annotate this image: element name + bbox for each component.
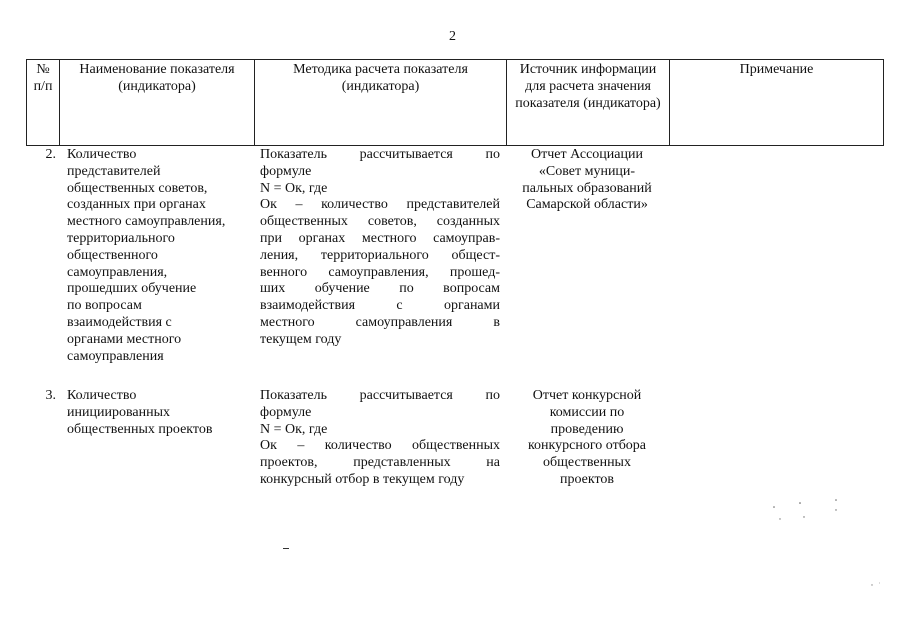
- source-line: «Совет муници-: [538, 163, 636, 179]
- name-line: местного самоуправления,: [67, 214, 226, 230]
- scan-mark: [283, 548, 289, 549]
- name-line: Количество: [67, 388, 137, 403]
- method-line: ления, территориального общест-: [260, 247, 500, 263]
- calculation-method: [260, 388, 500, 489]
- source-line: проведению: [550, 421, 624, 437]
- name-line: самоуправления: [67, 348, 164, 364]
- name-line: взаимодействия с: [67, 314, 172, 330]
- method-line: венного самоуправления, прошед-: [260, 264, 500, 280]
- source-line: общественных: [543, 455, 631, 471]
- header-num: № п/п: [27, 60, 60, 146]
- source-line: Отчет конкурсной: [532, 388, 642, 403]
- method-line: Показатель рассчитывается по: [260, 147, 500, 162]
- method-line: текущем году: [260, 331, 342, 347]
- source-line: Самарской области»: [526, 197, 648, 213]
- name-line: созданных при органах: [67, 197, 206, 213]
- page-number: 2: [449, 29, 456, 44]
- information-source: [512, 388, 662, 489]
- method-line: общественных советов, созданных: [260, 214, 500, 230]
- method-line: Показатель рассчитывается по: [260, 388, 500, 403]
- row-number: 2.: [45, 147, 56, 162]
- indicator-name: [67, 388, 252, 438]
- scan-noise: [760, 495, 880, 595]
- calculation-method: [260, 147, 500, 349]
- source-line: конкурсного отбора: [527, 438, 647, 454]
- header-method: Методика расчета показателя (индикатора): [255, 60, 507, 146]
- name-line: прошедших обучение: [67, 281, 197, 297]
- method-line: N = Oк, где: [260, 180, 328, 196]
- method-line: Oк – количество представителей: [260, 197, 500, 213]
- method-line: проектов, представленных на: [260, 455, 500, 471]
- method-line: ших обучение по вопросам: [260, 281, 500, 297]
- method-line: N = Oк, где: [260, 421, 328, 437]
- row-number: 3.: [45, 388, 56, 403]
- method-line: конкурсный отбор в текущем году: [260, 471, 465, 487]
- name-line: общественного: [67, 247, 158, 263]
- information-source: [512, 147, 662, 214]
- method-line: формуле: [260, 404, 312, 420]
- name-line: самоуправления,: [67, 264, 168, 280]
- method-line: Oк – количество общественных: [260, 438, 500, 454]
- method-line: при органах местного самоуправ-: [260, 230, 500, 246]
- name-line: общественных советов,: [67, 180, 208, 196]
- source-line: Отчет Ассоциации: [531, 147, 643, 162]
- name-line: представителей: [67, 163, 161, 179]
- source-line: пальных образований: [522, 180, 652, 196]
- method-line: формуле: [260, 163, 312, 179]
- name-line: Количество: [67, 147, 137, 162]
- header-note: Примечание: [670, 60, 884, 146]
- name-line: инициированных: [67, 404, 170, 420]
- header-row: [27, 60, 884, 146]
- header-source: Источник информации для расчета значения показателя (индикатора): [507, 60, 670, 146]
- name-line: по вопросам: [67, 298, 142, 314]
- source-line: проектов: [559, 471, 615, 487]
- method-line: местного самоуправления в: [260, 314, 500, 330]
- name-line: общественных проектов: [67, 421, 213, 437]
- source-line: комиссии по: [549, 404, 625, 420]
- method-line: взаимодействия с органами: [260, 298, 500, 314]
- name-line: органами местного: [67, 331, 182, 347]
- indicator-table-header: [26, 59, 884, 146]
- header-name: Наименование показателя (индикатора): [60, 60, 255, 146]
- indicator-name: [67, 147, 252, 365]
- name-line: территориального: [67, 230, 175, 246]
